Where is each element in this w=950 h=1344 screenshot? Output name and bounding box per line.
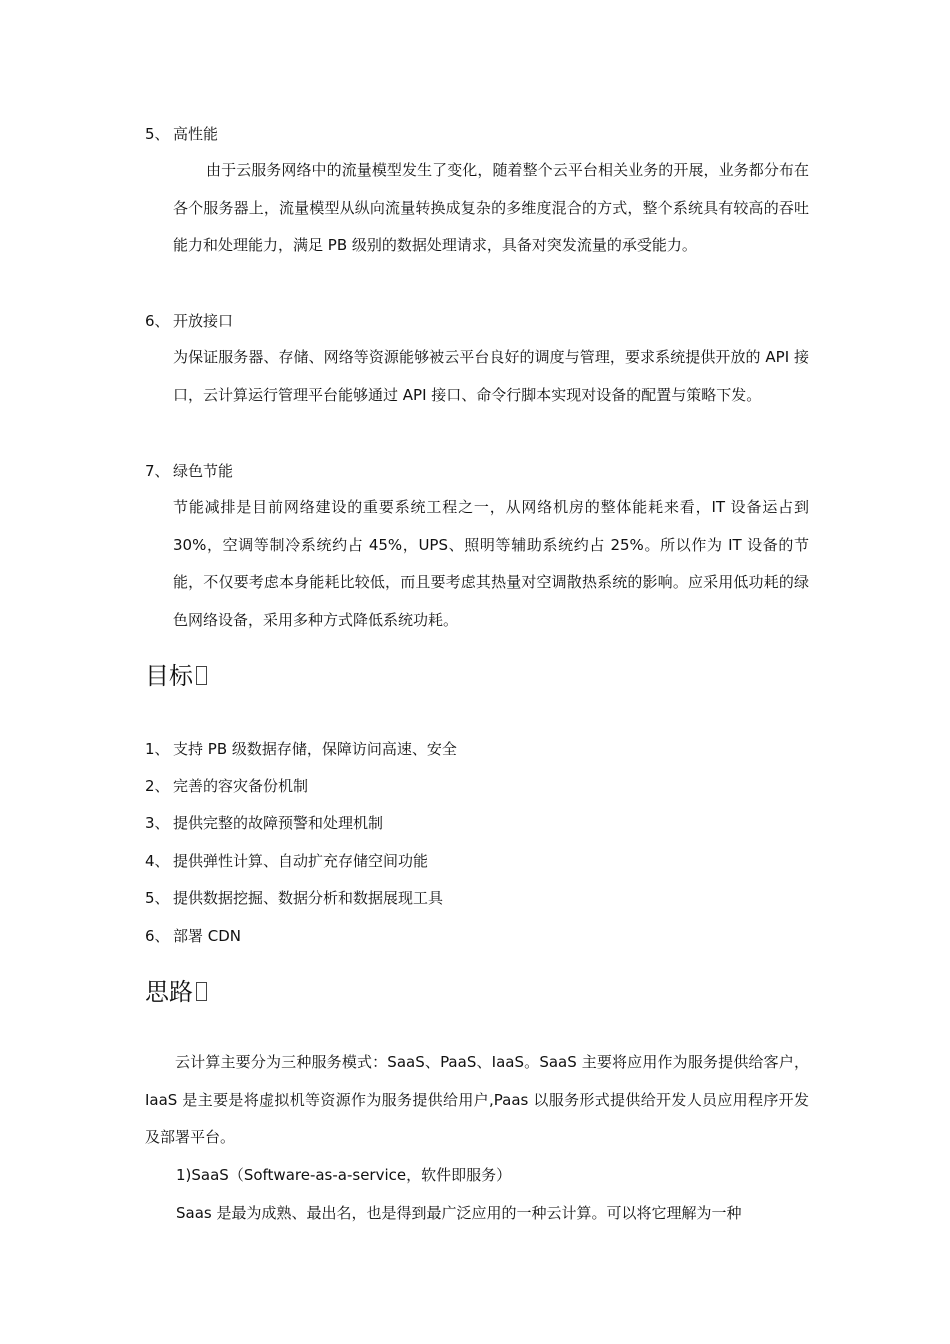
list-number: 1、	[145, 740, 170, 758]
list-number: 7、	[145, 462, 170, 480]
goal-item	[145, 813, 383, 833]
heading-approach	[145, 977, 207, 1007]
list-number: 3、	[145, 814, 170, 832]
heading-text: 思路	[145, 978, 193, 1006]
list-number: 5、	[145, 889, 170, 907]
list-item-text: 部署 CDN	[173, 927, 242, 945]
missing-glyph-icon	[196, 666, 207, 685]
goal-item	[145, 851, 428, 871]
heading-goals	[145, 661, 207, 691]
goal-item	[145, 776, 308, 796]
goal-item	[145, 926, 241, 946]
list-item-text: 提供弹性计算、自动扩充存储空间功能	[173, 852, 429, 870]
list-number: 4、	[145, 852, 170, 870]
list-number: 2、	[145, 777, 170, 795]
list-item-green	[145, 461, 233, 481]
list-number: 6、	[145, 927, 170, 945]
paragraph-performance: 由于云服务网络中的流量模型发生了变化，随着整个云平台相关业务的开展，业务都分布在各个服务器上，流量模型从纵向流量转换成复杂的多维度混合的方式，整个系统具有较高的吞吐能力和处理能力，满足 PB 级别的数据处理请求，具备对突发流量的承受能力。	[173, 161, 809, 254]
list-item-title: 高性能	[173, 125, 219, 143]
goal-item	[145, 888, 443, 908]
goal-item	[145, 739, 457, 759]
paragraph-open-api: 为保证服务器、存储、网络等资源能够被云平台良好的调度与管理，要求系统提供开放的 API 接口，云计算运行管理平台能够通过 API 接口、命令行脚本实现对设备的配置与策略下发。	[173, 348, 809, 404]
saas-title: 1)SaaS（Software-as-a-service，软件即服务）	[176, 1166, 512, 1184]
list-item-title: 开放接口	[173, 312, 234, 330]
missing-glyph-icon	[196, 982, 207, 1001]
list-item-performance	[145, 124, 218, 144]
list-item-text: 提供数据挖掘、数据分析和数据展现工具	[173, 889, 444, 907]
list-item-text: 完善的容灾备份机制	[173, 777, 309, 795]
heading-text: 目标	[145, 662, 193, 690]
list-item-open-api	[145, 311, 233, 331]
list-number: 6、	[145, 312, 170, 330]
paragraph-approach-intro: 云计算主要分为三种服务模式：SaaS、PaaS、IaaS。SaaS 主要将应用作为服务提供给客户，IaaS 是主要是将虚拟机等资源作为服务提供给用户,Paas 以服务形式提供给开发人员应用程序开发及部署平台。	[145, 1053, 809, 1146]
list-item-title: 绿色节能	[173, 462, 234, 480]
saas-body: Saas 是最为成熟、最出名，也是得到最广泛应用的一种云计算。可以将它理解为一种	[176, 1204, 742, 1222]
list-number: 5、	[145, 125, 170, 143]
list-item-text: 支持 PB 级数据存储，保障访问高速、安全	[173, 740, 457, 758]
paragraph-green: 节能减排是目前网络建设的重要系统工程之一，从网络机房的整体能耗来看，IT 设备运占到 30%，空调等制冷系统约占 45%，UPS、照明等辅助系统约占 25%。所以作为 IT 设备的节能，不仅要考虑本身能耗比较低，而且要考虑其热量对空调散热系统的影响。应采用低功耗的绿色网络设备，采用多种方式降低系统功耗。	[173, 498, 809, 629]
list-item-text: 提供完整的故障预警和处理机制	[173, 814, 384, 832]
